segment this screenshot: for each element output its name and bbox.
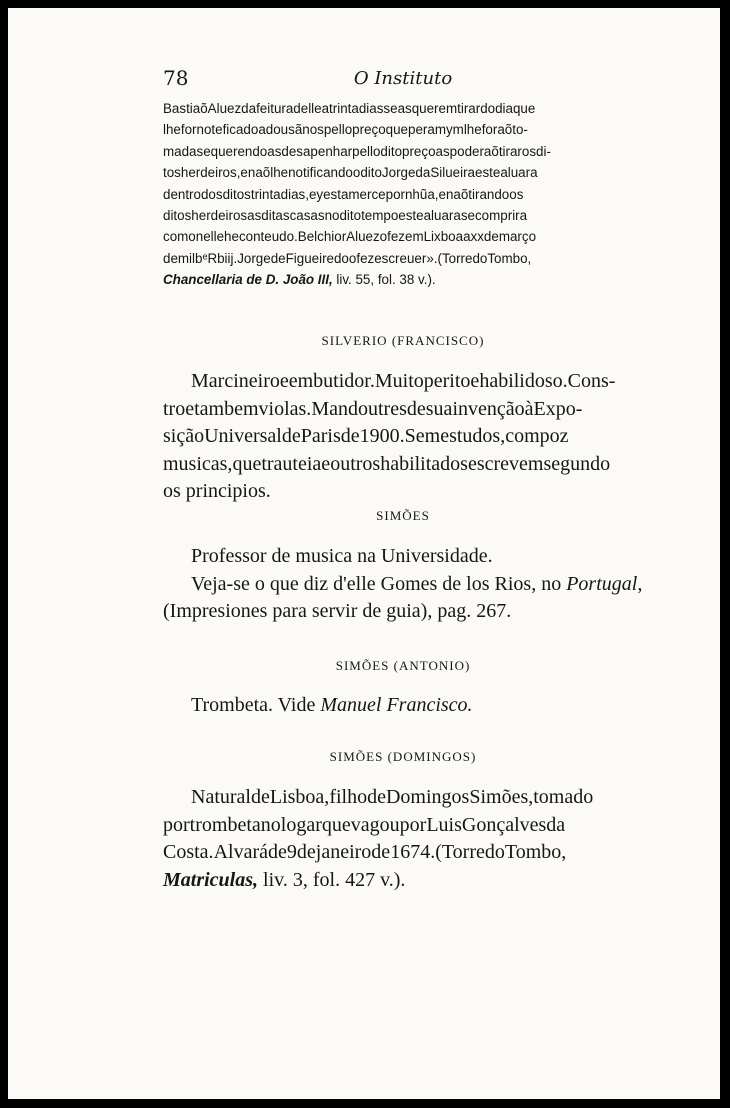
word: que — [512, 101, 536, 116]
word: da — [415, 165, 431, 181]
word: que — [385, 122, 408, 138]
word: lhe — [163, 122, 181, 138]
entry-italic-title: Portugal, — [566, 572, 643, 595]
word: tirar — [457, 101, 481, 116]
word: segundo — [543, 452, 611, 475]
word: Alvará — [213, 841, 268, 863]
word: perito — [423, 370, 471, 392]
word: di- — [536, 143, 551, 159]
entry-line: (Impresiones para servir de guia), pag. 267. — [163, 600, 512, 622]
word: 1900. — [359, 425, 405, 447]
word: por — [399, 813, 427, 836]
word: escreuer». — [374, 250, 438, 266]
word: de — [267, 841, 287, 863]
quote-line — [163, 205, 643, 226]
word: os — [521, 143, 537, 159]
word: Luis — [426, 813, 462, 836]
word: que — [321, 813, 351, 836]
word: Mandou — [311, 397, 378, 420]
word: for — [180, 122, 197, 138]
word: março — [498, 229, 537, 245]
word: tres — [377, 397, 407, 420]
word: xx — [470, 229, 484, 245]
quoted-document — [163, 98, 643, 291]
entry-heading-simoes: SIMÕES — [376, 508, 430, 523]
entry-italic-reference: Manuel Francisco. — [320, 694, 473, 716]
word: de — [371, 841, 391, 863]
word: Bastiaõ — [163, 101, 208, 116]
word: lhe — [270, 165, 289, 181]
word: e — [321, 452, 331, 475]
word: de — [340, 425, 360, 447]
word: Tombo, — [487, 250, 532, 266]
entry-line — [163, 571, 643, 599]
entry-citation-rest: liv. 3, fol. 427 v.). — [258, 868, 406, 891]
word: Cons- — [567, 370, 616, 392]
quote-line — [163, 141, 643, 162]
word: Lisboa, — [269, 786, 330, 808]
word: a — [258, 122, 266, 138]
word: Jorge — [237, 250, 271, 266]
word: de — [296, 841, 316, 863]
word: Natural — [191, 786, 251, 808]
word: tempo — [361, 208, 399, 224]
word: querem — [411, 101, 458, 116]
word: querendoas — [210, 143, 282, 159]
word: trinta — [329, 101, 359, 116]
word: dos — [200, 186, 223, 202]
entry-line: Professor de musica na Universidade. — [191, 545, 493, 567]
entry-text: Trombeta. Vide — [191, 694, 321, 716]
word: sua — [425, 397, 453, 420]
word: lhe — [463, 122, 482, 138]
running-title: O Instituto — [353, 68, 453, 89]
word: este — [475, 165, 501, 181]
word: de — [281, 425, 301, 447]
entry-line — [163, 839, 643, 867]
word: Muito — [374, 370, 424, 392]
page-header — [163, 66, 643, 96]
word: e — [203, 143, 211, 159]
word: tos — [163, 165, 181, 181]
entry-citation-title: Matriculas, — [163, 868, 259, 891]
word: nhũa, — [404, 186, 439, 202]
entry-body-simoes-domingos — [163, 784, 643, 894]
word: outros — [330, 452, 381, 475]
word: Figueiredo — [285, 250, 349, 266]
word: noteficado — [196, 122, 259, 138]
word: e — [470, 370, 480, 392]
word: (Torre — [437, 250, 473, 266]
word: no — [260, 813, 281, 836]
word: por — [385, 186, 405, 202]
word: naõ — [247, 165, 271, 181]
word: dito — [360, 165, 382, 181]
word: o — [352, 165, 361, 181]
word: herdeiros, — [180, 165, 241, 181]
word: nelle — [195, 229, 225, 245]
word: herdeiros — [191, 208, 248, 224]
word: foraõ — [481, 122, 513, 138]
word: (Torre — [435, 841, 485, 863]
word: dous — [265, 122, 295, 138]
entry-heading-simoes-domingos: SIMÕES (DOMINGOS) — [329, 749, 477, 764]
word: pello — [352, 143, 381, 159]
word: Belchior — [297, 229, 347, 245]
word: trombeta — [189, 813, 261, 836]
entry-line — [163, 368, 643, 396]
word: musicas, — [163, 452, 233, 475]
word: e — [240, 165, 248, 181]
word: Tombo, — [504, 841, 567, 863]
entry-citation-line — [163, 867, 643, 895]
word: este — [398, 208, 424, 224]
word: madas — [163, 143, 204, 159]
word: as — [247, 208, 262, 224]
word: casas — [289, 208, 325, 224]
word: desapenhar — [281, 143, 353, 159]
word: Marcineiro — [191, 370, 280, 392]
word: tambem — [194, 397, 259, 420]
word: sição — [163, 425, 205, 447]
word: Aluez — [346, 229, 380, 245]
word: Expo- — [533, 397, 583, 420]
word: preço — [352, 122, 386, 138]
word: naõ — [445, 186, 469, 202]
word: dentro — [163, 186, 201, 202]
word: Jorge — [381, 165, 416, 181]
word: o — [379, 229, 388, 245]
word: da — [241, 101, 257, 116]
word: Aluez — [207, 101, 242, 116]
word: Costa. — [163, 841, 214, 863]
entry-line — [163, 692, 643, 720]
word: invenção — [452, 397, 525, 420]
word: do — [480, 101, 496, 116]
word: Silueira — [430, 165, 475, 181]
word: Simões, — [469, 786, 534, 808]
word: comprira — [474, 208, 528, 224]
entry-line — [163, 396, 643, 424]
word: de — [406, 397, 426, 420]
quote-citation-rest: liv. 55, fol. 38 v.). — [332, 272, 436, 288]
word: Universal — [204, 425, 282, 447]
quote-line — [163, 226, 643, 247]
quote-line — [163, 184, 643, 205]
word: da — [546, 813, 566, 836]
quote-line — [163, 119, 643, 140]
word: de — [163, 250, 178, 266]
word: ditas — [261, 208, 290, 224]
entry-heading-silverio: SILVERIO (FRANCISCO) — [321, 333, 485, 348]
word: e — [279, 370, 289, 392]
word: notificando — [288, 165, 353, 181]
word: mil — [177, 250, 196, 266]
quote-line — [163, 98, 643, 119]
word: he — [224, 229, 239, 245]
word: aluara — [500, 165, 538, 181]
word: dias — [358, 101, 384, 116]
quote-line — [163, 248, 643, 269]
word: os — [509, 186, 524, 202]
entry-line: os principios. — [163, 480, 271, 502]
word: do — [472, 250, 488, 266]
word: Sem — [404, 425, 441, 447]
page-number: 78 — [163, 66, 189, 90]
word: trauteia — [261, 452, 322, 475]
entry-body-simoes — [163, 543, 643, 626]
word: pera — [408, 122, 435, 138]
word: tirar — [498, 143, 522, 159]
word: de — [483, 229, 499, 245]
word: ey — [308, 186, 324, 202]
word: habilidoso. — [479, 370, 568, 392]
word: no — [324, 208, 340, 224]
word: as — [435, 143, 450, 159]
word: mym — [434, 122, 464, 138]
word: to- — [512, 122, 528, 138]
word: 1674. — [390, 841, 436, 863]
entry-body-silverio — [163, 368, 643, 506]
word: como — [163, 229, 196, 245]
word: tirando — [468, 186, 510, 202]
word: a — [463, 229, 471, 245]
word: 9 — [286, 841, 297, 863]
word: tomado — [533, 786, 594, 808]
word: Gonçalves — [461, 813, 547, 836]
word: Paris — [300, 425, 341, 447]
word: conteudo. — [238, 229, 298, 245]
word: as — [397, 101, 412, 116]
word: filho — [329, 786, 368, 808]
word: em — [405, 229, 424, 245]
word: se — [460, 208, 475, 224]
word: logar — [280, 813, 322, 836]
word: que — [232, 452, 262, 475]
word: habilitados — [380, 452, 468, 475]
word: violas. — [258, 397, 312, 420]
word: dito — [380, 143, 403, 159]
word: e — [438, 186, 446, 202]
word: bᵉRbiij. — [195, 250, 238, 266]
word: preço — [402, 143, 436, 159]
word: dia — [495, 101, 513, 116]
word: feitura — [256, 101, 294, 116]
word: a — [321, 101, 330, 116]
word: ãnos — [294, 122, 324, 138]
word: janeiro — [315, 841, 372, 863]
quote-line — [163, 162, 643, 183]
word: merce — [348, 186, 386, 202]
word: Lixboa — [423, 229, 464, 245]
entry-text: Veja-se o que diz d'elle Gomes de los Rios, no — [191, 572, 567, 595]
word: o — [348, 250, 357, 266]
quote-citation-title: Chancellaria de D. João III, — [163, 272, 333, 288]
word: dias, — [280, 186, 309, 202]
word: de — [250, 786, 270, 808]
word: à — [524, 397, 534, 420]
word: pello — [323, 122, 353, 138]
word: vagou — [350, 813, 400, 836]
entry-line — [163, 812, 643, 840]
word: de — [270, 250, 286, 266]
entry-line — [163, 451, 643, 479]
word: aluara — [423, 208, 461, 224]
word: escrevem — [467, 452, 544, 475]
word: embutidor. — [288, 370, 375, 392]
word: poderaõ — [449, 143, 499, 159]
book-page — [8, 8, 720, 1099]
entry-heading-simoes-antonio: SIMÕES (ANTONIO) — [335, 658, 471, 673]
entry-line — [163, 423, 643, 451]
entry-line — [163, 784, 643, 812]
word: troe — [163, 397, 195, 420]
word: estudos, — [440, 425, 506, 447]
word: fez — [356, 250, 375, 266]
word: ditos — [163, 208, 192, 224]
word: esta — [323, 186, 349, 202]
word: se — [383, 101, 398, 116]
word: de — [367, 786, 386, 808]
word: delle — [293, 101, 322, 116]
entry-body-simoes-antonio — [163, 692, 643, 720]
quote-citation-line — [163, 269, 643, 290]
word: fez — [387, 229, 405, 245]
word: dito — [339, 208, 362, 224]
word: por — [163, 813, 190, 836]
word: trinta — [250, 186, 281, 202]
word: Domingos — [385, 786, 470, 808]
word: ditos — [222, 186, 251, 202]
word: compoz — [505, 425, 569, 447]
word: do — [484, 841, 505, 863]
